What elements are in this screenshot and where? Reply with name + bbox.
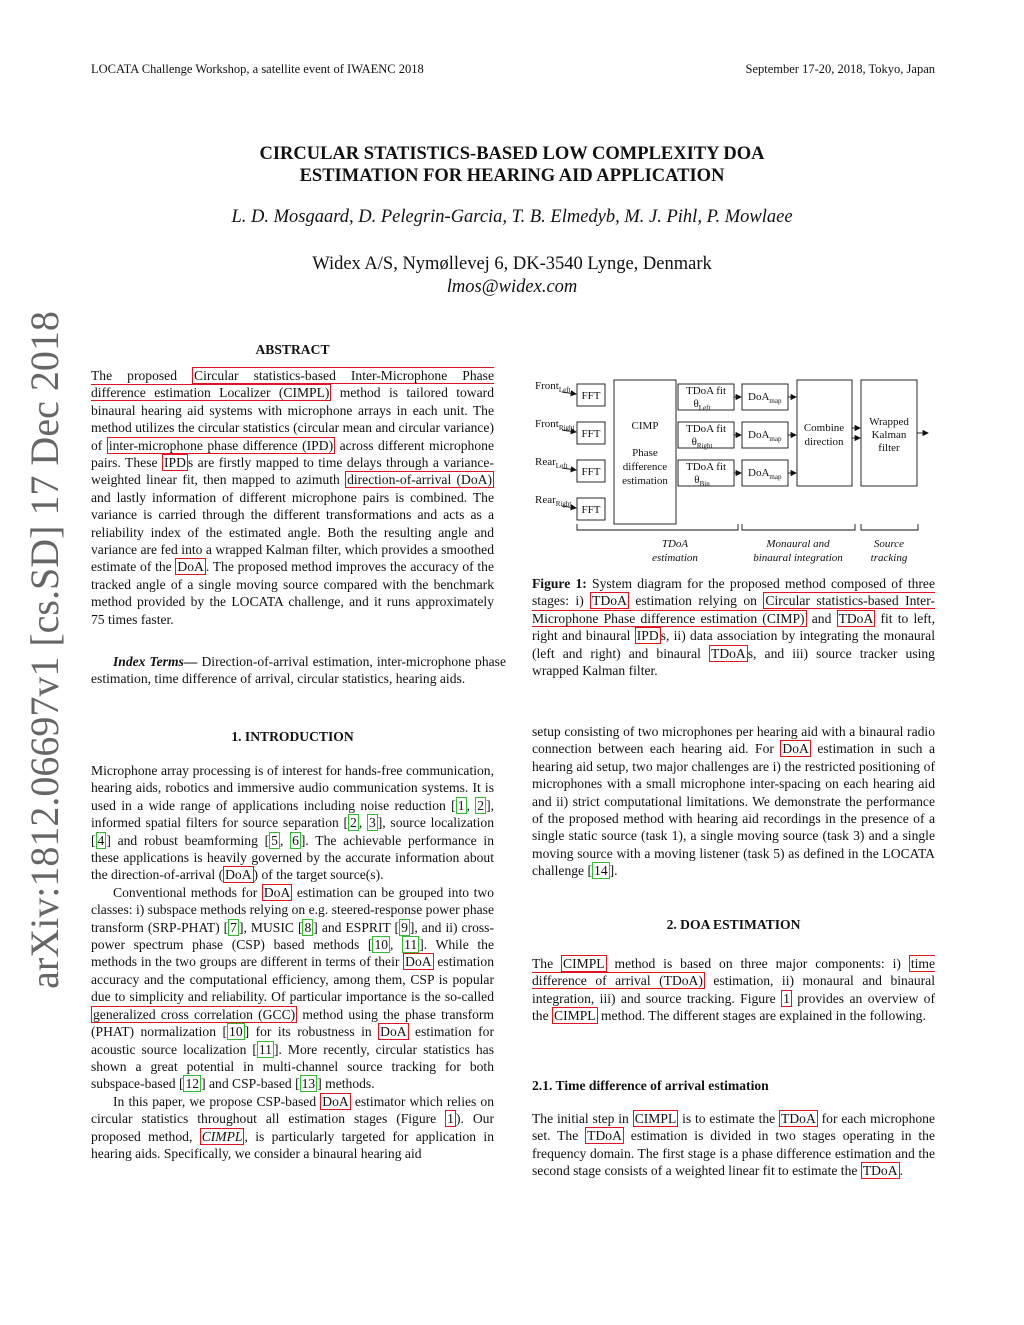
stage-tdoa-1: TDoA (661, 538, 689, 550)
section-2-heading: 2. DOA ESTIMATION (666, 917, 801, 932)
fft-label-2: FFT (581, 428, 601, 440)
svg-text:FrontRight (535, 418, 574, 432)
doa-map-label-2: DoA (748, 429, 770, 441)
cite-7[interactable]: 7 (230, 919, 237, 935)
cite-2b[interactable]: 2 (350, 815, 357, 831)
link-cimpl-def[interactable]: Circular statistics-based Inter-Microphone Phase difference estimation Localizer (CIMPL) (91, 368, 494, 401)
kalman-label-1: Wrapped (869, 416, 909, 428)
link-ipd-def[interactable]: inter-microphone phase difference (IPD) (108, 437, 334, 453)
theta-1: θ (693, 398, 699, 410)
input-label-front-right: Front (535, 418, 559, 430)
affiliation-address: Widex A/S, Nymøllevej 6, DK-3540 Lynge, Denmark (312, 254, 712, 274)
link-tdoa[interactable]: TDoA (862, 1163, 898, 1179)
link-cimpl[interactable]: CIMPL (563, 956, 605, 971)
cimp-label: CIMP (631, 420, 659, 432)
svg-text:DoAmap (748, 467, 782, 481)
index-terms-label: Index Terms— (113, 654, 198, 669)
input-label-rear-right: Rear (535, 494, 556, 506)
cite-13[interactable]: 13 (301, 1076, 316, 1092)
link-ipd[interactable]: IPD (636, 628, 659, 644)
link-doa[interactable]: DoA (177, 559, 204, 575)
link-doa[interactable]: DoA (380, 1024, 407, 1040)
cite-3[interactable]: 3 (368, 815, 376, 831)
kalman-label-2: Kalman (871, 429, 907, 441)
running-header-right: September 17-20, 2018, Tokyo, Japan (745, 62, 935, 76)
link-gcc-def[interactable]: generalized cross correlation (GCC) (93, 1006, 296, 1022)
system-diagram (530, 372, 950, 570)
svg-text:θLeft (694, 398, 711, 412)
tdoa-fit-label-1: TDoA fit (685, 385, 727, 397)
combine-label-1: Combine (803, 422, 845, 434)
link-tdoa[interactable]: TDoA (838, 610, 874, 626)
theta-sub-bin: Bin (699, 480, 710, 488)
link-ipd[interactable]: IPD (164, 455, 186, 471)
cite-11[interactable]: 11 (404, 937, 418, 953)
cite-6[interactable]: 6 (292, 832, 299, 848)
stage-monaural-2: binaural integration (753, 552, 843, 564)
arxiv-stamp[interactable]: arXiv:1812.06697v1 [cs.SD] 17 Dec 2018 (22, 311, 67, 989)
intro-body: Microphone array processing is of interest for hands-free communication, hearing aids, robotics and immersive audio communication systems. It is used in a wide range of applications including noise reduction [ 1 , 2 ], informed spatial filters for source separation [ 2 , 3 ], source localization [ 4 ] and robust beamforming [ 5 , 6 ]. The achievable performance in these applications is heavily governed by the accurate information about the direction-of-arrival ( DoA ) of the target source(s). Conventional methods for DoA estimation can be grouped into two classes: i) subspace methods relying on e.g. steered-response power phase transform (SRP-PHAT) [ 7 ], MUSIC [ 8 ] and ESPRIT [ 9 ], and ii) cross-power spectrum phase (CSP) based methods [ 10 , 11 ]. While the methods in the two groups are different in terms of their DoA estimation accuracy and the computational efficiency, among them, CSP is popular due to simplicity and reliability. Of particular importance is the so-called generalized cross correlation (GCC) method using the phase transform (PHAT) normalization [ 10 ] for its robustness in DoA estimation for acoustic source localization [ 11 ]. More recently, circular statistics has shown a great potential in multi-channel source tracking for both subspace-based [ 12 ] and CSP-based [ 13 ] methods. In this paper, we propose CSP-based DoA estimator which relies on circular statistics throughout all estimation stages (Figure 1 ). Our proposed method, CIMPL , is particularly targeted for application in hearing aids. Specifically, we consider a binaural hearing aid (91, 763, 495, 1161)
fft-label-4: FFT (581, 504, 601, 516)
section-1-heading: 1. INTRODUCTION (231, 729, 354, 744)
index-terms (91, 653, 506, 688)
abstract-heading: ABSTRACT (255, 342, 330, 357)
link-doa[interactable]: DoA (405, 954, 432, 970)
svg-text:θRight (692, 436, 713, 450)
input-sub-front-left: Left (558, 386, 571, 394)
stage-monaural-1: Monaural and (766, 538, 830, 550)
cite-11b[interactable]: 11 (258, 1041, 272, 1057)
phase-label-2: difference (622, 461, 668, 473)
title-line-2: ESTIMATION FOR HEARING AID APPLICATION (299, 166, 725, 186)
input-sub-rear-left: Left (555, 462, 568, 470)
cite-1[interactable]: 1 (457, 797, 465, 813)
link-cimpl[interactable]: CIMPL (634, 1111, 677, 1126)
cite-2[interactable]: 2 (477, 797, 485, 813)
stage-source-1: Source (873, 538, 905, 550)
link-tdoa-def[interactable]: time difference of arrival (TDoA) (532, 956, 935, 989)
doa-map-sub-1: map (769, 397, 782, 405)
link-doa[interactable]: DoA (322, 1093, 349, 1109)
svg-text:DoAmap (748, 391, 782, 405)
cite-9[interactable]: 9 (401, 919, 408, 935)
phase-label-1: Phase (632, 447, 658, 459)
intro-continued: setup consisting of two microphones per hearing aid with a binaural radio connection between each hearing aid. For DoA estimation in such a hearing aid setup, two major challenges are i) the restricted positioning of microphones with a small microphone inter-spacing on each hearing aid and ii) strict computational limitations. We demonstrate the performance of the proposed method with hearing aid recordings in the presence of a single static source (task 1), a single moving source (task 3) and a single moving source with a moving listener (task 5) as defined in the LOCATA challenge [ 14 ]. (532, 724, 935, 879)
link-figure-1[interactable]: 1 (447, 1111, 454, 1127)
svg-text:RearRight (535, 494, 571, 508)
phase-label-3: estimation (622, 475, 668, 487)
running-header-left: LOCATA Challenge Workshop, a satellite event of IWAENC 2018 (91, 62, 424, 76)
theta-sub-left: Left (698, 404, 711, 412)
tdoa-fit-label-3: TDoA fit (685, 461, 727, 473)
author-email[interactable]: lmos@widex.com (446, 277, 578, 297)
input-sub-rear-right: Right (555, 500, 572, 508)
link-cimp-def[interactable]: Circular statistics-based Inter-Microphone Phase difference estimation (CIMP) (532, 593, 935, 626)
fft-label-3: FFT (581, 466, 601, 478)
paper-title (0, 143, 1024, 187)
cite-10[interactable]: 10 (374, 937, 389, 953)
theta-3: θ (694, 474, 700, 486)
cite-4[interactable]: 4 (97, 832, 105, 848)
author-list: L. D. Mosgaard, D. Pelegrin-Garcia, T. B. Elmedyb, M. J. Pihl, P. Mowlaee (231, 207, 793, 227)
link-cimpl[interactable]: CIMPL (554, 1008, 596, 1024)
input-sub-front-right: Right (558, 424, 575, 432)
theta-sub-right: Right (696, 442, 713, 450)
cite-14[interactable]: 14 (594, 863, 608, 879)
svg-text:θBin (694, 474, 710, 488)
link-figure-1[interactable]: 1 (783, 990, 790, 1006)
doa-map-sub-3: map (769, 473, 782, 481)
input-label-rear-left: Rear (535, 456, 556, 468)
kalman-label-3: filter (878, 442, 900, 454)
link-tdoa[interactable]: TDoA (587, 1128, 622, 1144)
svg-text:FrontLeft (535, 380, 571, 394)
index-terms-text: Direction-of-arrival estimation, inter-microphone phase estimation, time difference of arrival, circular statistics, hearing aids. (91, 654, 506, 687)
subsection-2-1-heading: 2.1. Time difference of arrival estimation (532, 1078, 769, 1093)
theta-2: θ (691, 436, 697, 448)
link-tdoa[interactable]: TDoA (711, 645, 746, 661)
cite-10b[interactable]: 10 (229, 1024, 243, 1040)
input-label-front-left: Front (535, 380, 559, 392)
affiliation (0, 253, 1024, 299)
link-doa-def[interactable]: direction-of-arrival (DoA) (347, 472, 492, 488)
doa-body: The CIMPL method is based on three major components: i) time difference of arrival (TDoA) estimation, ii) monaural and binaural integration, iii) and source tracking. Figure 1 provides an overview of the CIMPL method. The different stages are explained in the following. (532, 956, 935, 1024)
cite-8[interactable]: 8 (304, 919, 312, 935)
figure-1-caption: Figure 1: System diagram for the proposed method composed of three stages: i) TDoA estimation relying on Circular statistics-based Inter-Microphone Phase difference estimation (CIMP) and TDoA fit to left, right and binaural IPD s, ii) data association by integrating the monaural (left and right) and binaural TDoA s, and iii) source tracker using wrapped Kalman filter. (532, 576, 935, 679)
doa-map-label-1: DoA (748, 391, 770, 403)
figure-caption-label: Figure 1: (532, 576, 587, 591)
doa-map-sub-2: map (769, 435, 782, 443)
fft-label-1: FFT (581, 390, 601, 402)
link-doa[interactable]: DoA (225, 867, 252, 883)
stage-tdoa-2: estimation (652, 552, 698, 564)
svg-text:DoAmap (748, 429, 782, 443)
cite-5[interactable]: 5 (271, 832, 278, 848)
combine-label-2: direction (804, 436, 844, 448)
title-line-1: CIRCULAR STATISTICS-BASED LOW COMPLEXITY DOA (259, 144, 765, 164)
link-tdoa[interactable]: TDoA (781, 1111, 816, 1126)
link-doa[interactable]: DoA (263, 884, 291, 900)
tdoa-fit-label-2: TDoA fit (685, 423, 727, 435)
cite-12[interactable]: 12 (185, 1076, 200, 1092)
link-tdoa[interactable]: TDoA (592, 593, 627, 609)
link-cimpl[interactable]: CIMPL (201, 1128, 243, 1144)
stage-source-2: tracking (870, 552, 908, 564)
svg-text:RearLeft (535, 456, 567, 470)
link-doa[interactable]: DoA (782, 741, 809, 757)
tdoa-body: The initial step in CIMPL is to estimate the TDoA for each microphone set. The TDoA estimation is divided in two stages operating in the frequency domain. The first stage is a phase difference estimation and the second stage consists of a weighted linear fit to estimate the TDoA . (532, 1111, 936, 1179)
doa-map-label-3: DoA (748, 467, 770, 479)
abstract-body: The proposed Circular statistics-based Inter-Microphone Phase difference estimation Localizer (CIMPL) method is tailored toward binaural hearing aid systems with microphone arrays in each unit. The method utilizes the circular statistics (circular mean and circular variance) of inter-microphone phase difference (IPD) across different microphone pairs. These IPD s are firstly mapped to time delays through a variance-weighted linear fit, then mapped to azimuth direction-of-arrival (DoA) and lastly information of different microphone pairs is combined. The variance is carried through the different transformations and acts as a reliability index of the estimated angle. Both the resulting angle and variance are fed into a wrapped Kalman filter, which provides a smoothed estimate of the DoA . The proposed method improves the accuracy of the tracked angle of a single moving source compared with the benchmark method provided by the LOCATA challenge, and it runs approximately 75 times faster. (91, 368, 494, 627)
